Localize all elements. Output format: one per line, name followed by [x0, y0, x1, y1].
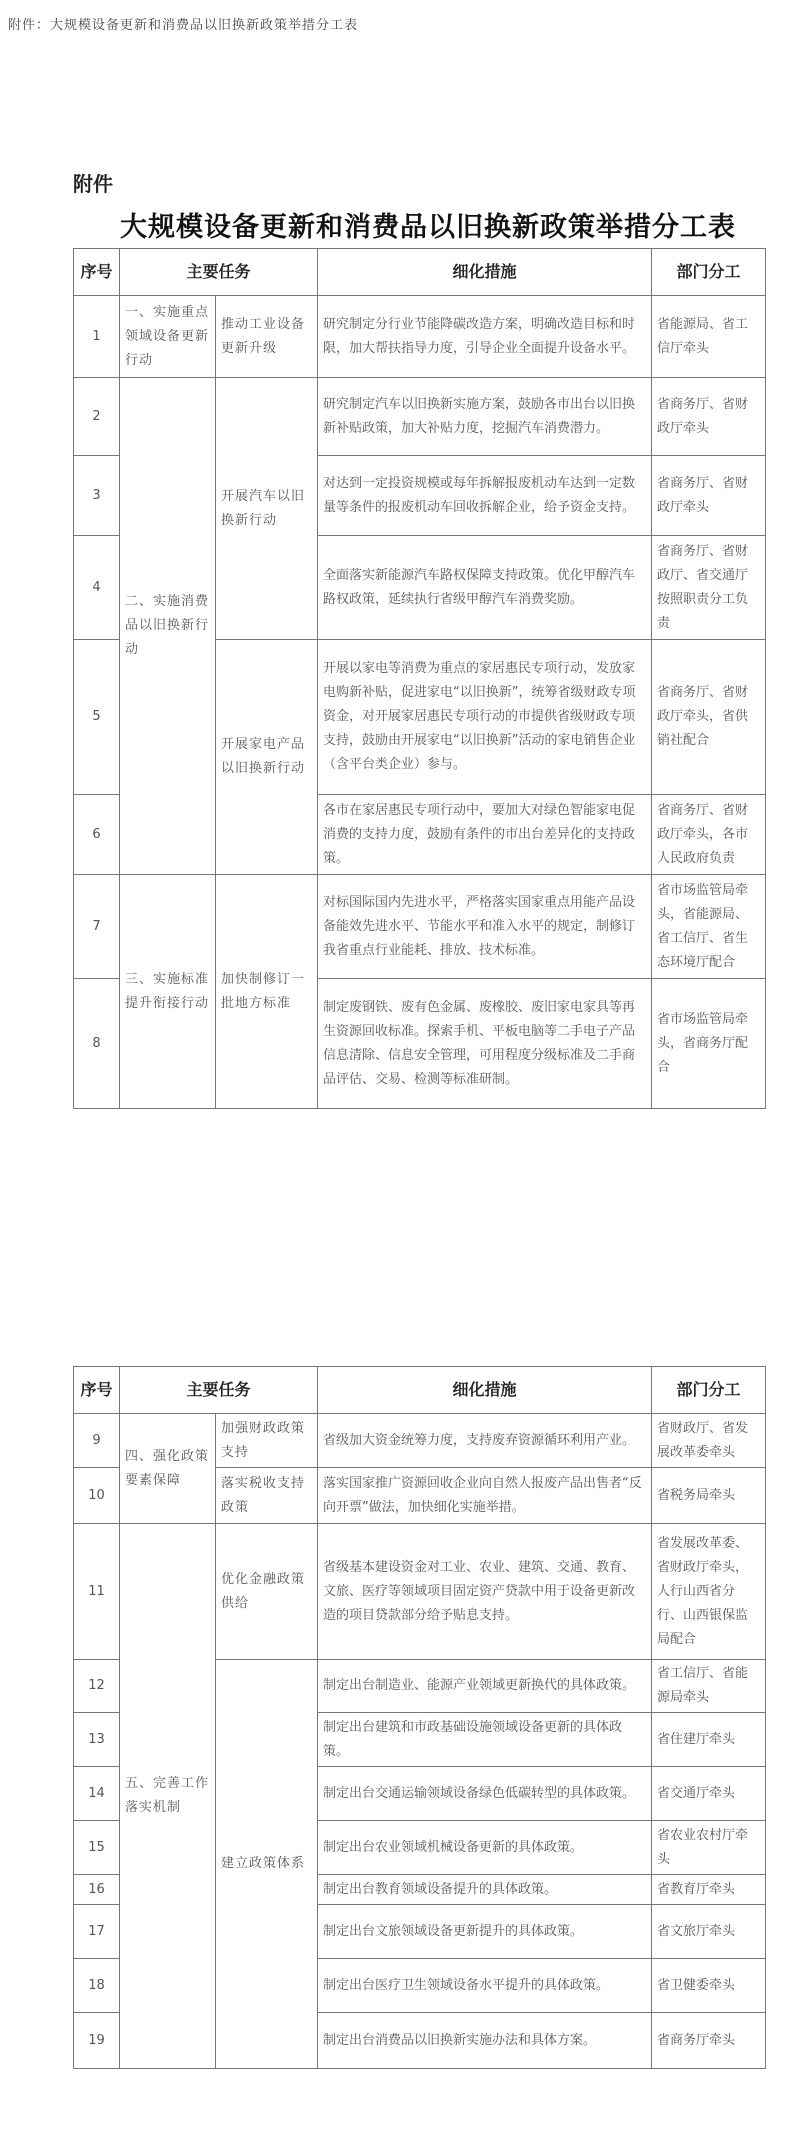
dept-cell: 省发展改革委、省财政厅牵头，人行山西省分行、山西银保监局配合 — [652, 1524, 766, 1660]
header-dept: 部门分工 — [652, 1367, 766, 1414]
dept-cell: 省商务厅、省财政厅牵头 — [652, 456, 766, 536]
measure-cell: 制定出台医疗卫生领域设备水平提升的具体政策。 — [318, 1959, 652, 2013]
dept-cell: 省市场监管局牵头，省商务厅配合 — [652, 979, 766, 1109]
row-number: 16 — [74, 1875, 120, 1905]
policy-table-part-2 — [73, 1366, 766, 2069]
table-row — [74, 1414, 766, 1468]
dept-cell: 省商务厅、省财政厅、省交通厅按照职责分工负责 — [652, 536, 766, 640]
measure-cell: 省级加大资金统筹力度，支持废弃资源循环利用产业。 — [318, 1414, 652, 1468]
policy-table-part-1 — [73, 248, 766, 1109]
subtask-cell: 落实税收支持政策 — [216, 1468, 318, 1524]
subtask-cell: 加强财政政策支持 — [216, 1414, 318, 1468]
measure-cell: 研究制定分行业节能降碳改造方案，明确改造目标和时限，加大帮扶指导力度，引导企业全面提升设备水平。 — [318, 296, 652, 378]
row-number: 15 — [74, 1821, 120, 1875]
page-title: 大规模设备更新和消费品以旧换新政策举措分工表 — [120, 212, 736, 243]
measure-cell: 省级基本建设资金对工业、农业、建筑、交通、教育、文旅、医疗等领域项目固定资产贷款中用于设备更新改造的项目贷款部分给予贴息支持。 — [318, 1524, 652, 1660]
measure-cell: 制定出台消费品以旧换新实施办法和具体方案。 — [318, 2013, 652, 2069]
dept-cell: 省工信厅、省能源局牵头 — [652, 1660, 766, 1713]
dept-cell: 省教育厅牵头 — [652, 1875, 766, 1905]
measure-cell: 制定出台文旅领域设备更新提升的具体政策。 — [318, 1905, 652, 1959]
measure-cell: 制定废钢铁、废有色金属、废橡胶、废旧家电家具等再生资源回收标准。探索手机、平板电脑等二手电子产品信息清除、信息安全管理，可用程度分级标准及二手商品评估、交易、检测等标准研制。 — [318, 979, 652, 1109]
dept-cell: 省交通厅牵头 — [652, 1767, 766, 1821]
row-number: 2 — [74, 378, 120, 456]
measure-cell: 研究制定汽车以旧换新实施方案，鼓励各市出台以旧换新补贴政策，加大补贴力度，挖掘汽车消费潜力。 — [318, 378, 652, 456]
dept-cell: 省住建厅牵头 — [652, 1713, 766, 1767]
measure-cell: 制定出台农业领域机械设备更新的具体政策。 — [318, 1821, 652, 1875]
row-number: 6 — [74, 795, 120, 875]
subtask-cell: 开展家电产品以旧换新行动 — [216, 640, 318, 875]
dept-cell: 省卫健委牵头 — [652, 1959, 766, 2013]
measure-cell: 制定出台教育领域设备提升的具体政策。 — [318, 1875, 652, 1905]
measure-cell: 全面落实新能源汽车路权保障支持政策。优化甲醇汽车路权政策，延续执行省级甲醇汽车消费奖励。 — [318, 536, 652, 640]
row-number: 5 — [74, 640, 120, 795]
dept-cell: 省市场监管局牵头，省能源局、省工信厅、省生态环境厅配合 — [652, 875, 766, 979]
row-number: 12 — [74, 1660, 120, 1713]
measure-cell: 落实国家推广资源回收企业向自然人报废产品出售者“反向开票”做法，加快细化实施举措。 — [318, 1468, 652, 1524]
row-number: 7 — [74, 875, 120, 979]
header-task: 主要任务 — [120, 1367, 318, 1414]
subtask-cell: 推动工业设备更新升级 — [216, 296, 318, 378]
measure-cell: 制定出台制造业、能源产业领域更新换代的具体政策。 — [318, 1660, 652, 1713]
dept-cell: 省商务厅、省财政厅牵头 — [652, 378, 766, 456]
measure-cell: 各市在家居惠民专项行动中，要加大对绿色智能家电促消费的支持力度，鼓励有条件的市出台差异化的支持政策。 — [318, 795, 652, 875]
header-task: 主要任务 — [120, 249, 318, 296]
header-num: 序号 — [74, 249, 120, 296]
table-row — [74, 1524, 766, 1660]
row-number: 4 — [74, 536, 120, 640]
dept-cell: 省商务厅牵头 — [652, 2013, 766, 2069]
dept-cell: 省农业农村厅牵头 — [652, 1821, 766, 1875]
top-note: 附件：大规模设备更新和消费品以旧换新政策举措分工表 — [8, 18, 359, 33]
dept-cell: 省财政厅、省发展改革委牵头 — [652, 1414, 766, 1468]
header-measure: 细化措施 — [318, 249, 652, 296]
subtask-cell: 建立政策体系 — [216, 1660, 318, 2069]
measure-cell: 制定出台交通运输领域设备绿色低碳转型的具体政策。 — [318, 1767, 652, 1821]
attachment-label: 附件 — [73, 172, 113, 196]
table-row — [74, 875, 766, 979]
table-row — [74, 296, 766, 378]
table-row — [74, 378, 766, 456]
dept-cell: 省商务厅、省财政厅牵头，省供销社配合 — [652, 640, 766, 795]
row-number: 19 — [74, 2013, 120, 2069]
subtask-cell: 开展汽车以旧换新行动 — [216, 378, 318, 640]
subtask-cell: 加快制修订一批地方标准 — [216, 875, 318, 1109]
dept-cell: 省税务局牵头 — [652, 1468, 766, 1524]
row-number: 11 — [74, 1524, 120, 1660]
subtask-cell: 优化金融政策供给 — [216, 1524, 318, 1660]
measure-cell: 对达到一定投资规模或每年拆解报废机动车达到一定数量等条件的报废机动车回收拆解企业，给予资金支持。 — [318, 456, 652, 536]
category-cell: 三、实施标准提升衔接行动 — [120, 875, 216, 1109]
row-number: 9 — [74, 1414, 120, 1468]
category-cell: 五、完善工作落实机制 — [120, 1524, 216, 2069]
dept-cell: 省文旅厅牵头 — [652, 1905, 766, 1959]
category-cell: 四、强化政策要素保障 — [120, 1414, 216, 1524]
measure-cell: 对标国际国内先进水平，严格落实国家重点用能产品设备能效先进水平、节能水平和准入水平的规定，制修订我省重点行业能耗、排放、技术标准。 — [318, 875, 652, 979]
row-number: 14 — [74, 1767, 120, 1821]
row-number: 3 — [74, 456, 120, 536]
row-number: 1 — [74, 296, 120, 378]
dept-cell: 省能源局、省工信厅牵头 — [652, 296, 766, 378]
row-number: 8 — [74, 979, 120, 1109]
header-measure: 细化措施 — [318, 1367, 652, 1414]
dept-cell: 省商务厅、省财政厅牵头，各市人民政府负责 — [652, 795, 766, 875]
row-number: 17 — [74, 1905, 120, 1959]
row-number: 10 — [74, 1468, 120, 1524]
header-dept: 部门分工 — [652, 249, 766, 296]
category-cell: 一、实施重点领域设备更新行动 — [120, 296, 216, 378]
category-cell: 二、实施消费品以旧换新行动 — [120, 378, 216, 875]
measure-cell: 开展以家电等消费为重点的家居惠民专项行动，发放家电购新补贴，促进家电“以旧换新”，统筹省级财政专项资金，对开展家居惠民专项行动的市提供省级财政专项支持，鼓励由开展家电“以旧换新”活动的家电销售企业（含平台类企业）参与。 — [318, 640, 652, 795]
row-number: 13 — [74, 1713, 120, 1767]
row-number: 18 — [74, 1959, 120, 2013]
measure-cell: 制定出台建筑和市政基础设施领域设备更新的具体政策。 — [318, 1713, 652, 1767]
header-num: 序号 — [74, 1367, 120, 1414]
